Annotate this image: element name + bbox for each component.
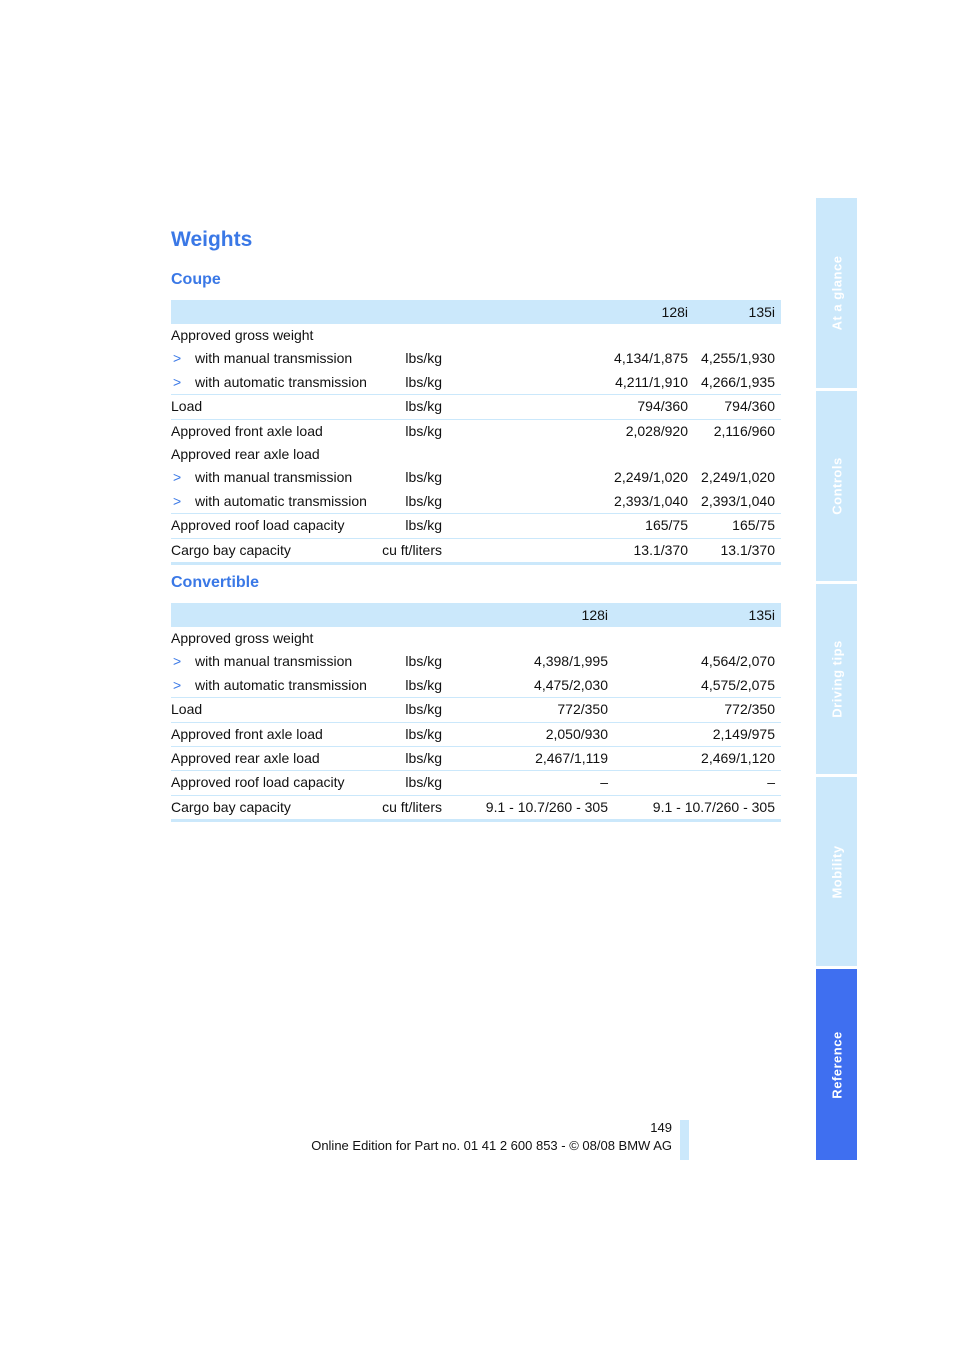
table-row	[171, 650, 781, 673]
row-label: Approved roof load capacity	[171, 517, 345, 534]
page-title: Weights	[171, 228, 253, 251]
value-135i: 772/350	[724, 701, 775, 718]
table-row	[171, 796, 781, 822]
bullet-icon: >	[173, 350, 182, 367]
row-unit: lbs/kg	[405, 398, 442, 415]
row-unit: lbs/kg	[405, 653, 442, 670]
convertible-table-header	[171, 603, 781, 627]
table-row	[171, 514, 781, 538]
bullet-icon: >	[173, 469, 182, 486]
value-128i: 4,211/1,910	[615, 373, 688, 390]
row-unit: lbs/kg	[405, 774, 442, 791]
tab-mobility[interactable]	[816, 777, 857, 966]
row-label: Approved front axle load	[171, 422, 323, 439]
value-135i: 4,266/1,935	[701, 373, 775, 390]
page-number: 149	[650, 1120, 672, 1135]
bullet-icon: >	[173, 676, 182, 693]
row-unit: lbs/kg	[405, 469, 442, 486]
row-unit: lbs/kg	[405, 422, 442, 439]
convertible-table	[171, 603, 781, 822]
row-unit: lbs/kg	[405, 749, 442, 766]
row-label: with automatic transmission	[195, 492, 367, 509]
table-row	[171, 539, 781, 565]
table-row	[171, 698, 781, 722]
row-unit: lbs/kg	[405, 492, 442, 509]
row-label: Approved rear axle load	[171, 445, 320, 462]
value-128i: 4,134/1,875	[614, 350, 688, 367]
table-row	[171, 420, 781, 443]
value-135i: 4,575/2,075	[701, 676, 775, 693]
value-128i: 165/75	[645, 517, 688, 534]
tab-at-a-glance[interactable]	[816, 198, 857, 388]
row-unit: lbs/kg	[405, 725, 442, 742]
coupe-table	[171, 300, 781, 565]
value-128i: 13.1/370	[633, 541, 688, 558]
coupe-col-128i: 128i	[661, 304, 688, 320]
tab-label: Driving tips	[829, 640, 844, 718]
value-128i: 2,393/1,040	[614, 492, 688, 509]
row-label: with manual transmission	[195, 653, 353, 670]
row-unit: lbs/kg	[405, 676, 442, 693]
table-row	[171, 674, 781, 698]
value-135i: 9.1 - 10.7/260 - 305	[652, 798, 775, 815]
value-135i: 2,249/1,020	[701, 469, 775, 486]
row-label: with manual transmission	[195, 469, 353, 486]
row-unit: cu ft/liters	[382, 798, 442, 815]
bullet-icon: >	[173, 653, 182, 670]
tab-controls[interactable]	[816, 391, 857, 581]
row-label: with automatic transmission	[195, 373, 367, 390]
row-label: Load	[171, 398, 203, 415]
value-135i: 2,116/960	[713, 422, 775, 439]
tab-label: Mobility	[829, 844, 844, 899]
row-label: Load	[171, 701, 203, 718]
value-135i: 13.1/370	[720, 541, 775, 558]
value-128i: 794/360	[637, 398, 688, 415]
value-135i: 2,149/975	[712, 725, 775, 742]
row-label: Cargo bay capacity	[171, 541, 291, 558]
row-label: Approved gross weight	[171, 630, 314, 646]
convertible-table-body	[171, 627, 781, 822]
footer-text: Online Edition for Part no. 01 41 2 600 853 - © 08/08 BMW AG	[311, 1138, 672, 1153]
row-label: with manual transmission	[195, 350, 353, 367]
convertible-heading: Convertible	[171, 574, 260, 591]
value-128i: 2,028/920	[625, 422, 688, 439]
value-128i: 772/350	[557, 701, 608, 718]
value-128i: 4,398/1,995	[534, 653, 608, 670]
table-row	[171, 627, 781, 650]
footer-bar	[680, 1120, 689, 1160]
row-unit: lbs/kg	[405, 373, 442, 390]
row-label: with automatic transmission	[195, 676, 367, 693]
coupe-heading: Coupe	[171, 271, 221, 288]
value-128i: 9.1 - 10.7/260 - 305	[485, 798, 608, 815]
convertible-col-128i: 128i	[581, 607, 608, 623]
table-row	[171, 771, 781, 795]
tab-reference[interactable]	[816, 969, 857, 1160]
row-label: Approved front axle load	[171, 725, 323, 742]
row-label: Approved gross weight	[171, 327, 314, 343]
table-row	[171, 371, 781, 395]
value-128i: 2,249/1,020	[614, 469, 688, 486]
value-135i: 794/360	[724, 398, 775, 415]
tab-label: Controls	[829, 457, 844, 515]
coupe-table-body	[171, 324, 781, 565]
row-label: Cargo bay capacity	[171, 798, 291, 815]
section-sidebar	[816, 198, 857, 1160]
table-row	[171, 747, 781, 771]
value-135i: 2,469/1,120	[701, 749, 775, 766]
value-128i: 2,467/1,119	[535, 749, 608, 766]
row-unit: cu ft/liters	[382, 541, 442, 558]
table-row	[171, 324, 781, 347]
coupe-table-header	[171, 300, 781, 324]
bullet-icon: >	[173, 373, 182, 390]
row-label: Approved rear axle load	[171, 749, 320, 766]
table-row	[171, 395, 781, 419]
table-row	[171, 443, 781, 466]
table-row	[171, 466, 781, 489]
tab-label: Reference	[829, 1030, 844, 1099]
tab-label: At a glance	[829, 255, 844, 331]
row-unit: lbs/kg	[405, 701, 442, 718]
table-row	[171, 723, 781, 747]
convertible-col-135i: 135i	[748, 607, 775, 623]
value-135i: 4,255/1,930	[701, 350, 775, 367]
value-135i: 165/75	[732, 517, 775, 534]
value-135i: 4,564/2,070	[701, 653, 775, 670]
row-unit: lbs/kg	[405, 517, 442, 534]
table-row	[171, 490, 781, 514]
value-135i: 2,393/1,040	[701, 492, 775, 509]
row-label: Approved roof load capacity	[171, 774, 345, 791]
bullet-icon: >	[173, 492, 182, 509]
value-128i: –	[600, 774, 608, 791]
row-unit: lbs/kg	[405, 350, 442, 367]
value-135i: –	[767, 774, 775, 791]
value-128i: 4,475/2,030	[534, 676, 608, 693]
table-row	[171, 347, 781, 370]
tab-driving-tips[interactable]	[816, 584, 857, 774]
coupe-col-135i: 135i	[748, 304, 775, 320]
value-128i: 2,050/930	[545, 725, 608, 742]
